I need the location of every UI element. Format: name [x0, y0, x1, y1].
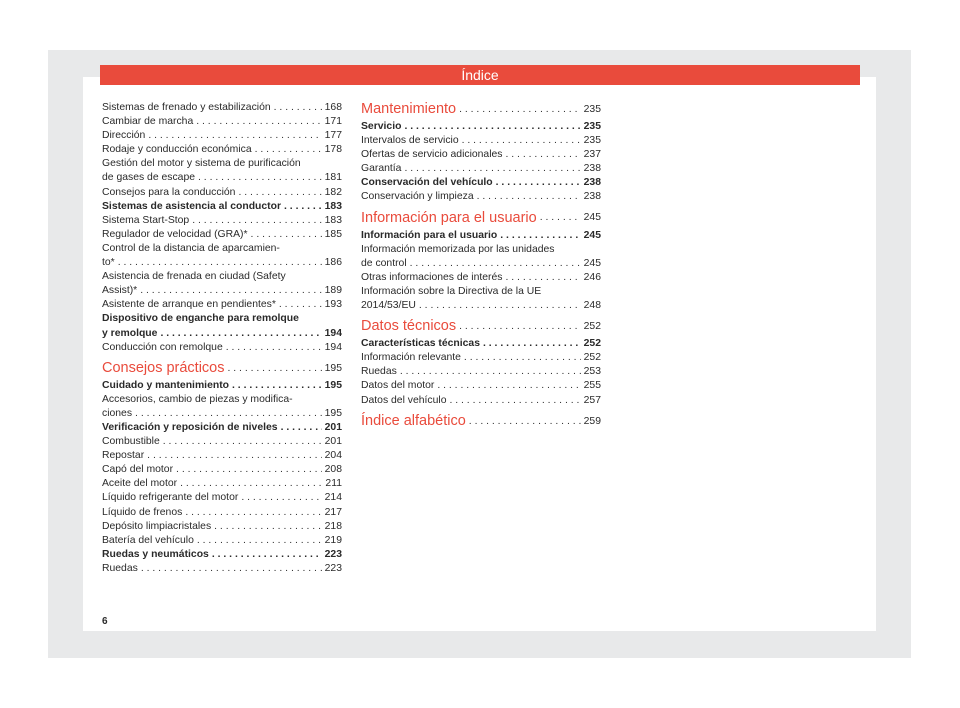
toc-entry-page: 223 [324, 562, 342, 574]
toc-entry-page: 252 [583, 338, 601, 350]
toc-entry-title: Sistema Start-Stop [102, 214, 190, 226]
toc-entry-title: Combustible [102, 436, 160, 448]
toc-entry-title: de gases de escape [102, 172, 196, 184]
dot-leader [228, 362, 322, 376]
toc-entry[interactable] [102, 463, 342, 477]
toc-entry-title: Datos del vehículo [361, 394, 447, 406]
toc-entry-title: Ruedas [361, 366, 397, 378]
dot-leader [232, 379, 322, 393]
dot-leader [214, 520, 322, 534]
toc-entry[interactable] [102, 200, 342, 214]
dot-leader [279, 298, 322, 312]
toc-entry-page: 257 [583, 394, 601, 406]
toc-entry-title: Sistemas de asistencia al conductor [102, 200, 282, 212]
toc-entry-page: 245 [583, 212, 601, 224]
toc-entry-page: 237 [583, 149, 601, 161]
toc-entry-title: Líquido de frenos [102, 506, 183, 518]
toc-entry-title: y remolque [102, 327, 158, 339]
toc-entry[interactable] [102, 407, 342, 421]
toc-entry-page: 246 [583, 271, 601, 283]
toc-entry[interactable] [102, 520, 342, 534]
toc-entry[interactable] [102, 298, 342, 312]
toc-entry-title: Conservación y limpieza [361, 191, 474, 203]
toc-right-column [361, 100, 601, 432]
toc-entry[interactable] [102, 421, 342, 435]
toc-entry-title: Información para el usuario [361, 209, 537, 226]
toc-entry-page: 245 [583, 229, 601, 241]
dot-leader [506, 271, 581, 285]
dot-leader [404, 162, 580, 176]
toc-entry[interactable] [361, 176, 601, 190]
toc-entry[interactable] [102, 256, 342, 270]
toc-entry[interactable] [102, 491, 342, 505]
toc-entry[interactable] [102, 284, 342, 298]
toc-entry-title: Información relevante [361, 352, 461, 364]
dot-leader [284, 200, 322, 214]
toc-entry[interactable] [361, 134, 601, 148]
toc-entry[interactable] [102, 449, 342, 463]
dot-leader [464, 351, 581, 365]
toc-entry[interactable] [102, 548, 342, 562]
toc-entry-page: 235 [583, 135, 601, 147]
toc-entry-page: 235 [583, 121, 601, 132]
toc-entry-title: Conservación del vehículo [361, 177, 493, 189]
toc-entry-title: Depósito limpiacristales [102, 520, 212, 532]
toc-entry-title: Garantía [361, 163, 402, 175]
header-title: Índice [461, 67, 499, 83]
dot-leader [404, 120, 580, 134]
toc-entry-page: 217 [324, 506, 342, 518]
toc-entry-page: 195 [324, 379, 342, 391]
toc-entry[interactable] [102, 143, 342, 157]
toc-line: Dispositivo de enganche para remolque [102, 313, 299, 325]
toc-entry-title: Cambiar de marcha [102, 116, 194, 128]
toc-entry-page: 195 [324, 362, 342, 374]
toc-entry[interactable] [102, 477, 342, 491]
dot-leader [496, 176, 581, 190]
toc-line: Gestión del motor y sistema de purificación [102, 158, 301, 170]
toc-entry-title: Mantenimiento [361, 101, 457, 117]
toc-entry-title: Dirección [102, 130, 146, 142]
toc-line: Información sobre la Directiva de la UE [361, 285, 542, 297]
toc-entry-page: 238 [583, 163, 601, 175]
dot-leader [540, 211, 581, 225]
toc-entry-title: Batería del vehículo [102, 534, 194, 546]
dot-leader [196, 115, 321, 129]
dot-leader [238, 186, 321, 200]
toc-entry-title: Conducción con remolque [102, 341, 223, 353]
toc-entry[interactable] [102, 341, 342, 355]
toc-entry[interactable] [102, 101, 342, 115]
toc-entry-title: Servicio [361, 121, 402, 132]
toc-entry-page: 214 [324, 492, 342, 504]
toc-entry-title: Aceite del motor [102, 478, 178, 490]
toc-entry[interactable] [102, 171, 342, 185]
toc-entry[interactable] [361, 351, 601, 365]
toc-line: Control de la distancia de aparcamien- [102, 242, 280, 254]
dot-leader [135, 407, 322, 421]
toc-entry-title: Datos técnicos [361, 318, 457, 335]
toc-entry-page: 235 [583, 103, 601, 115]
header-bar [100, 65, 860, 85]
toc-entry[interactable] [102, 327, 342, 341]
toc-entry-page: 194 [324, 341, 342, 353]
toc-section-heading[interactable] [361, 209, 601, 227]
toc-entry-title: Consejos para la conducción [102, 186, 236, 198]
toc-entry-page: 186 [324, 257, 342, 269]
toc-entry[interactable] [361, 162, 601, 176]
toc-entry-title: Consejos prácticos [102, 359, 225, 376]
toc-entry[interactable] [102, 379, 342, 393]
toc-entry[interactable] [102, 228, 342, 242]
toc-entry-page: 252 [583, 352, 601, 364]
dot-leader [147, 449, 321, 463]
dot-leader [449, 394, 580, 408]
dot-leader [274, 101, 322, 115]
toc-entry-page: 181 [324, 172, 342, 184]
toc-entry-page: 255 [583, 380, 601, 392]
toc-entry[interactable] [361, 120, 601, 134]
toc-entry-page: 208 [324, 464, 342, 476]
toc-line: Accesorios, cambio de piezas y modifica- [102, 393, 293, 405]
toc-entry-title: Asistente de arranque en pendientes* [102, 299, 276, 311]
toc-entry-title: Características técnicas [361, 338, 480, 350]
toc-entry-page: 177 [324, 130, 342, 142]
toc-entry-page: 204 [324, 450, 342, 462]
toc-entry-page: 252 [583, 321, 601, 333]
toc-entry-title: Información para el usuario [361, 229, 498, 241]
dot-leader [255, 143, 322, 157]
dot-leader [469, 415, 581, 429]
dot-leader [477, 190, 581, 204]
dot-leader [500, 229, 580, 243]
dot-leader [163, 435, 322, 449]
toc-entry-page: 248 [583, 300, 601, 312]
toc-entry[interactable] [361, 365, 601, 379]
toc-entry-title: Otras informaciones de interés [361, 271, 503, 283]
toc-entry-page: 253 [583, 366, 601, 378]
dot-leader [141, 562, 322, 576]
toc-entry-title: de control [361, 257, 407, 269]
dot-leader [251, 228, 322, 242]
dot-leader [148, 129, 321, 143]
toc-entry-page: 259 [583, 415, 601, 427]
toc-entry[interactable] [361, 337, 601, 351]
dot-leader [192, 214, 321, 228]
toc-entry-title: Sistemas de frenado y estabilización [102, 102, 271, 113]
toc-entry-title: Ruedas y neumáticos [102, 548, 209, 560]
toc-entry-page: 193 [324, 299, 342, 311]
toc-entry-title: Repostar [102, 450, 145, 462]
dot-leader [226, 341, 322, 355]
toc-entry-title: Datos del motor [361, 380, 435, 392]
toc-entry-title: Verificación y reposición de niveles [102, 421, 278, 433]
dot-leader [506, 148, 581, 162]
toc-entry-page: 182 [324, 186, 342, 198]
dot-leader [140, 284, 321, 298]
toc-entry[interactable] [361, 190, 601, 204]
toc-entry-title: ciones [102, 407, 133, 419]
toc-section-heading[interactable] [361, 317, 601, 335]
toc-entry[interactable] [102, 214, 342, 228]
dot-leader [118, 256, 322, 270]
toc-entry[interactable] [102, 435, 342, 449]
dot-leader [410, 257, 581, 271]
dot-leader [180, 477, 322, 491]
toc-entry[interactable] [361, 148, 601, 162]
toc-entry[interactable] [361, 299, 601, 313]
toc-line: Asistencia de frenada en ciudad (Safety [102, 271, 286, 283]
dot-leader [419, 299, 581, 313]
toc-entry-title: Intervalos de servicio [361, 135, 459, 147]
toc-entry[interactable] [361, 229, 601, 243]
toc-entry[interactable] [102, 129, 342, 143]
toc-entry-page: 194 [324, 327, 342, 339]
toc-entry-title: Assist)* [102, 285, 138, 297]
dot-leader [185, 506, 321, 520]
toc-entry-title: Rodaje y conducción económica [102, 144, 252, 156]
toc-section-heading[interactable] [361, 412, 601, 430]
toc-entry-page: 185 [324, 228, 342, 240]
toc-entry-page: 171 [324, 116, 342, 128]
toc-entry-page: 218 [324, 520, 342, 532]
dot-leader [459, 103, 581, 117]
toc-entry-page: 201 [324, 436, 342, 448]
toc-entry-title: Índice alfabético [361, 412, 466, 429]
dot-leader [437, 379, 580, 393]
dot-leader [483, 337, 581, 351]
toc-entry[interactable] [361, 379, 601, 393]
toc-entry-page: 189 [324, 285, 342, 297]
toc-entry-page: 245 [583, 257, 601, 269]
toc-entry-page: 201 [324, 421, 342, 433]
toc-entry-page: 211 [325, 478, 342, 490]
dot-leader [459, 320, 581, 334]
toc-entry-page: 223 [324, 548, 342, 560]
toc-line: Información memorizada por las unidades [361, 243, 555, 255]
dot-leader [198, 171, 322, 185]
toc-entry-page: 183 [324, 214, 342, 226]
dot-leader [400, 365, 581, 379]
dot-leader [241, 491, 321, 505]
toc-section-heading[interactable] [102, 359, 342, 377]
page-number: 6 [102, 616, 108, 627]
toc-entry-page: 183 [324, 200, 342, 212]
toc-entry-page: 219 [324, 534, 342, 546]
dot-leader [212, 548, 322, 562]
toc-entry-page: 238 [583, 177, 601, 189]
toc-entry-title: Regulador de velocidad (GRA)* [102, 228, 248, 240]
toc-entry[interactable] [361, 394, 601, 408]
toc-entry[interactable] [102, 506, 342, 520]
toc-entry-page: 178 [324, 144, 342, 156]
toc-entry[interactable] [102, 534, 342, 548]
toc-entry-page: 168 [324, 102, 342, 113]
dot-leader [197, 534, 322, 548]
toc-entry-title: to* [102, 257, 115, 269]
toc-left-column [102, 101, 342, 576]
dot-leader [176, 463, 322, 477]
toc-entry-title: Ruedas [102, 562, 138, 574]
toc-entry[interactable] [102, 186, 342, 200]
toc-entry[interactable] [102, 115, 342, 129]
toc-entry-title: Cuidado y mantenimiento [102, 379, 230, 391]
toc-section-heading[interactable] [361, 100, 601, 118]
toc-entry[interactable] [361, 271, 601, 285]
dot-leader [281, 421, 322, 435]
toc-entry-title: Capó del motor [102, 464, 174, 476]
toc-entry-page: 238 [583, 191, 601, 203]
toc-entry-page: 195 [324, 407, 342, 419]
toc-entry[interactable] [361, 257, 601, 271]
toc-entry[interactable] [102, 562, 342, 576]
toc-entry-title: Líquido refrigerante del motor [102, 492, 239, 504]
dot-leader [160, 327, 321, 341]
toc-entry-title: 2014/53/EU [361, 300, 416, 312]
toc-entry-title: Ofertas de servicio adicionales [361, 149, 503, 161]
dot-leader [462, 134, 581, 148]
